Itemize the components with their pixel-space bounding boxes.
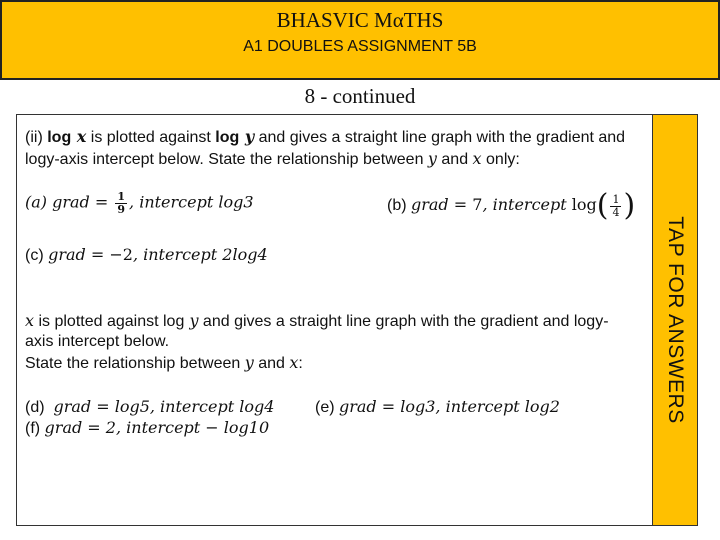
question-e-expression: grad = log3, intercept log2 [339,397,560,416]
question-d [25,397,274,417]
intro-text: and [253,355,290,372]
intro-text: State the relationship between [25,355,245,372]
question-c-label: (c) [25,247,49,264]
fraction-numerator: 1 [117,190,126,203]
fraction-denominator: 4 [612,205,620,219]
question-b-label: (b) [387,197,411,215]
fraction-numerator: 1 [612,192,620,206]
intro-text: axis intercept below. [25,333,170,350]
open-paren: ( [596,188,609,223]
tap-for-answers-label: TAP FOR ANSWERS [664,216,687,424]
fraction-one-quarter [610,194,621,219]
grad-value: −2 [109,245,133,264]
question-f-expression: grad = 2, intercept − log10 [44,418,270,437]
grad-text: grad = [411,195,473,215]
part-ii-label: (ii) [25,129,48,146]
close-paren: ) [623,188,636,223]
question-e-label: (e) [315,399,339,416]
question-d-label: (d) [25,399,45,416]
header-banner [0,0,720,80]
intro-text: : [298,355,303,372]
part-ii-intro-line2 [25,149,520,169]
question-content [16,114,654,526]
intro-text: and gives a straight line graph with the gradient and [254,129,626,146]
var-x: x [25,311,35,330]
log-text: log [215,129,240,146]
question-f [25,418,269,438]
intro-text: is plotted against [86,129,216,146]
question-d-expression: grad = log5, intercept log4 [53,397,275,416]
header-subtitle: A1 DOUBLES ASSIGNMENT 5B [243,38,477,55]
intro-text: only: [481,151,520,168]
section-title: 8 - continued [304,84,416,108]
grad-text: grad = [47,192,114,212]
question-a-label: (a) [25,192,48,212]
part-ii-intro-line1 [25,127,625,147]
var-y: y [184,311,199,330]
var-x: x [71,127,87,146]
intercept-text: , intercept 2log4 [132,245,268,264]
question-f-label: (f) [25,420,45,437]
log-text: log [566,195,597,215]
log-text: log [47,129,72,146]
header-title: BHASVIC MαTHS [276,8,444,32]
var-x: x [289,353,299,372]
intro-text: logy-axis intercept below. State the relationship between [25,151,428,168]
intercept-text: , intercept log3 [129,192,254,212]
intro-text: is plotted against [34,313,163,330]
question-e [315,397,560,417]
intro-text: and [436,151,473,168]
question-b [387,188,636,223]
var-y: y [244,353,254,372]
question-a [25,191,254,216]
grad-value: 7 [472,195,483,215]
log-text: log [163,313,185,330]
intercept-text: , intercept [482,195,567,215]
var-x: x [472,149,482,168]
part-iii-intro-line2 [25,333,169,351]
var-y: y [239,127,255,146]
grad-text: grad = [48,245,110,264]
tap-for-answers-button[interactable] [652,114,698,526]
var-y: y [427,149,437,168]
fraction-denominator: 9 [117,203,126,216]
fraction-one-ninth [115,191,127,216]
intro-text: and gives a straight line graph with the gradient and logy- [198,313,609,330]
question-c [25,245,268,265]
part-iii-intro-line1 [25,311,609,331]
part-iii-intro-line3 [25,353,303,373]
